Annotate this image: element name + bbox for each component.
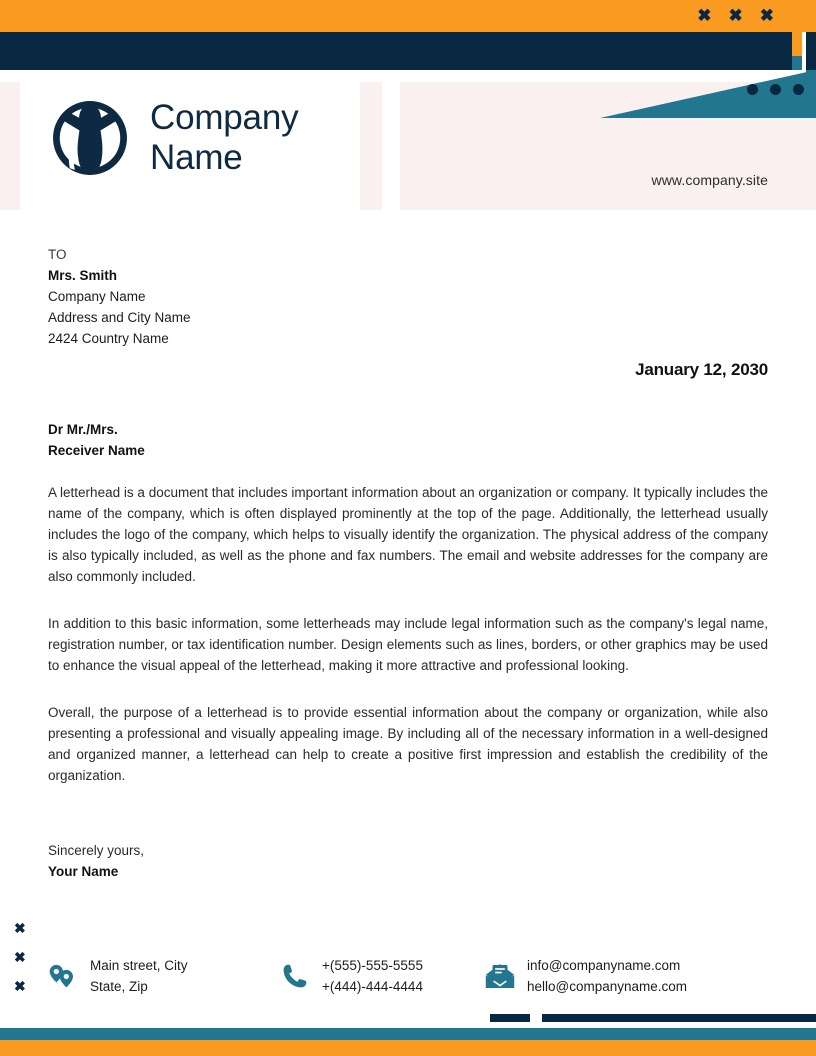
header-navy-band	[0, 32, 792, 70]
header-teal-tab	[792, 56, 802, 70]
phone-lines	[322, 955, 423, 997]
contact-email	[485, 955, 687, 997]
x-icon: ✖	[14, 978, 26, 994]
recipient-country: 2424 Country Name	[48, 331, 169, 346]
pink-accent-strip-mid	[360, 82, 382, 210]
phone-line-2: +(444)-444-4444	[322, 979, 423, 994]
company-name-line-1: Company	[150, 98, 299, 137]
email-line-2: hello@companyname.com	[527, 979, 688, 994]
contact-phone	[280, 955, 485, 997]
company-website: www.company.site	[651, 172, 768, 188]
closing-text: Sincerely yours,	[48, 843, 145, 858]
recipient-address-block	[48, 244, 191, 349]
circle-dot-icon	[793, 84, 804, 95]
header-dot-decorations	[747, 84, 804, 95]
company-logo-block	[48, 96, 298, 180]
phone-line-1: +(555)-555-5555	[322, 958, 423, 973]
header-x-decorations	[697, 6, 774, 25]
envelope-icon	[485, 961, 515, 991]
address-line-1: Main street, City	[90, 958, 188, 973]
footer-contact-row	[48, 955, 778, 997]
telephone-icon	[280, 961, 310, 991]
header-navy-right-edge	[806, 32, 816, 70]
circle-dot-icon	[770, 84, 781, 95]
address-lines	[90, 955, 188, 997]
location-pin-icon	[48, 961, 78, 991]
body-paragraph: In addition to this basic information, some letterheads may include legal information such as the company's legal name, registration number, or tax identification number. Design elements such as lines, borders, or other graphics may be used to enhance the visual appeal of the letterhead, making it more attractive and professional looking.	[48, 616, 768, 673]
salutation-line-1: Dr Mr./Mrs.	[48, 422, 118, 437]
footer-orange-band	[0, 1040, 816, 1056]
salutation-line-2: Receiver Name	[48, 443, 145, 458]
company-name-text	[150, 98, 298, 178]
x-icon: ✖	[697, 6, 712, 25]
person-in-circle-logo-icon	[48, 96, 132, 180]
contact-address	[48, 955, 280, 997]
x-icon: ✖	[14, 949, 26, 965]
recipient-company: Company Name	[48, 289, 146, 304]
x-icon: ✖	[14, 920, 26, 936]
address-line-2: State, Zip	[90, 979, 148, 994]
signature-block	[48, 840, 144, 882]
header-orange-tab	[792, 32, 802, 56]
company-name-line-2: Name	[150, 138, 243, 177]
circle-dot-icon	[747, 84, 758, 95]
footer-navy-bar-short	[490, 1014, 530, 1022]
signature-name: Your Name	[48, 864, 119, 879]
letter-body	[48, 482, 768, 786]
x-icon: ✖	[728, 6, 743, 25]
letter-date: January 12, 2030	[635, 360, 768, 379]
email-line-1: info@companyname.com	[527, 958, 681, 973]
recipient-name: Mrs. Smith	[48, 268, 118, 283]
pink-accent-strip-left	[0, 82, 20, 210]
header-teal-right-block	[806, 70, 816, 118]
footer-teal-band	[0, 1028, 816, 1040]
recipient-address: Address and City Name	[48, 310, 191, 325]
footer-x-decorations	[14, 920, 26, 994]
to-label: TO	[48, 247, 67, 262]
header-orange-band	[0, 0, 816, 32]
x-icon: ✖	[759, 6, 774, 25]
salutation-block	[48, 419, 145, 461]
body-paragraph: Overall, the purpose of a letterhead is to provide essential information about the company or organization, while also presenting a professional and visually appealing image. By including all of the necessary information in a well-designed and organized manner, a letterhead can help to create a positive first impression and establish the credibility of the organization.	[48, 705, 768, 783]
email-lines	[527, 955, 687, 997]
body-paragraph: A letterhead is a document that includes important information about an organization or company. It typically includes the name of the company, which is often displayed prominently at the top of the page. Additionally, the letterhead usually includes the logo of the company, which helps to visually identify the organization. The physical address of the company is also typically included, as well as the phone and fax numbers. The email and website addresses for the company are also commonly included.	[48, 485, 768, 584]
footer-navy-bar-long	[542, 1014, 816, 1022]
